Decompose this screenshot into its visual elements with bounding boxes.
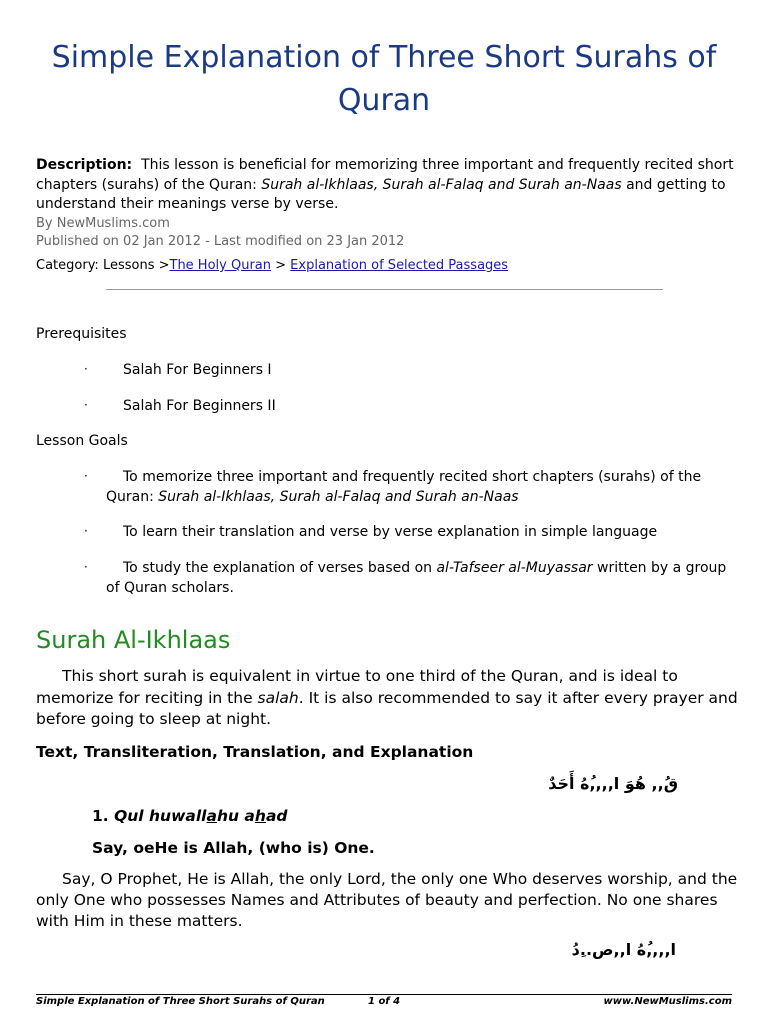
intro-salah: salah <box>257 689 299 707</box>
page-title: Simple Explanation of Three Short Surahs of Quran <box>51 40 717 118</box>
bullet: · <box>84 524 88 538</box>
goal-item-3-text-end: written by a group <box>592 560 727 576</box>
bullet: · <box>84 469 88 483</box>
intro-text: memorize for reciting in the <box>36 689 258 707</box>
prerequisite-item: Salah For Beginners II <box>123 398 276 414</box>
intro-line-3: before going to sleep at night. <box>36 710 272 728</box>
prerequisites-heading: Prerequisites <box>36 326 127 342</box>
arabic-verse-2: ا,,,,ُهُ ا,,ص..ِدُ <box>571 940 676 959</box>
bullet: · <box>84 398 88 412</box>
arabic-verse-1: قُ,, هُوَ ا,,,,ُهُ أَحَدٌ <box>548 774 678 793</box>
goal-item-2: To learn their translation and verse by verse explanation in simple language <box>123 524 658 540</box>
verse-number: 1. <box>92 807 109 825</box>
footer-page-number: 1 of 4 <box>368 996 401 1007</box>
explanation-line-1: Say, O Prophet, He is Allah, the only Lord, the only one Who deserves worship, and the <box>62 870 738 888</box>
explanation-line-3: with Him in these matters. <box>36 912 243 930</box>
description-label: Description: <box>36 157 133 173</box>
goal-item-3-line1 <box>123 558 726 578</box>
intro-line-2 <box>36 688 738 710</box>
description <box>36 156 736 215</box>
prerequisite-item: Salah For Beginners I <box>123 362 272 378</box>
category-breadcrumb <box>36 258 508 273</box>
goal-item-3-tafseer: al-Tafseer al-Muyassar <box>436 560 593 576</box>
category-separator: > <box>271 258 291 273</box>
goal-item-1-surahs: Surah al-Ikhlaas, Surah al-Falaq and Surah an-Naas <box>158 489 519 505</box>
published-date: Published on 02 Jan 2012 - Last modified on 23 Jan 2012 <box>36 234 405 249</box>
translit-part: ad <box>265 807 288 825</box>
translit-part: hu a <box>216 807 255 825</box>
subheading: Text, Transliteration, Translation, and Explanation <box>36 743 474 761</box>
goal-item-3-line2: of Quran scholars. <box>106 580 234 596</box>
description-text: This lesson is beneficial for memorizing three important and frequently recited short chapters (surahs) of the Quran: <box>36 157 734 193</box>
footer-divider <box>36 994 732 995</box>
goal-item-1-line1: To memorize three important and frequently recited short chapters (surahs) of the <box>123 469 702 485</box>
translit-underline: h <box>254 807 266 825</box>
transliteration-verse-1 <box>92 806 288 828</box>
intro-text-end: . It is also recommended to say it after every prayer and <box>298 689 738 707</box>
section-title-al-ikhlaas: Surah Al-Ikhlaas <box>36 626 231 654</box>
footer-title: Simple Explanation of Three Short Surahs of Quran <box>36 996 325 1007</box>
category-link-selected-passages[interactable]: Explanation of Selected Passages <box>290 258 509 273</box>
goal-item-1-prefix: Quran: <box>106 489 159 505</box>
category-prefix: Category: Lessons > <box>36 258 170 273</box>
explanation-line-2: only One who possesses Names and Attributes of beauty and perfection. No one shares <box>36 891 718 909</box>
goal-item-1-line2 <box>106 487 519 507</box>
category-link-holy-quran[interactable]: The Holy Quran <box>169 258 271 273</box>
intro-line-1: This short surah is equivalent in virtue to one third of the Quran, and is ideal to <box>62 667 678 685</box>
goal-item-3-text: To study the explanation of verses based on <box>123 560 437 576</box>
divider <box>106 289 663 290</box>
byline: By NewMuslims.com <box>36 216 170 231</box>
translation-verse-1: Say, oeHe is Allah, (who is) One. <box>92 839 375 857</box>
bullet: · <box>84 362 88 376</box>
description-surahs: Surah al-Ikhlaas, Surah al-Falaq and Surah an-Naas <box>261 176 622 193</box>
lesson-goals-heading: Lesson Goals <box>36 433 128 449</box>
translit-part: Qul huwall <box>114 807 207 825</box>
translit-underline: a <box>206 807 217 825</box>
bullet: · <box>84 560 88 574</box>
footer-website: www.NewMuslims.com <box>603 996 732 1007</box>
description-text-end: and getting to understand their meanings verse by verse. <box>36 176 726 212</box>
